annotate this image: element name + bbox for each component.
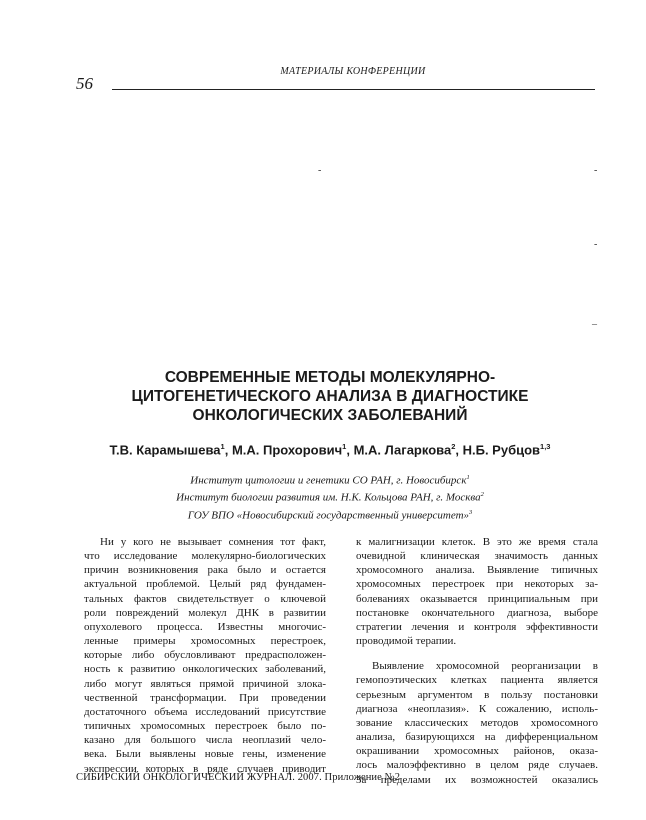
text-line: болеваниях оказывается принципиальным при	[356, 592, 598, 605]
title-line: СОВРЕМЕННЫЕ МЕТОДЫ МОЛЕКУЛЯРНО-	[164, 369, 496, 386]
author-affiliation-mark: 1	[342, 442, 347, 451]
article-title	[80, 368, 580, 425]
text-line: либо могут являться прямой причиной злока-	[84, 677, 326, 690]
author-name: Н.Б. Рубцов	[462, 442, 541, 458]
stray-mark: –	[592, 319, 597, 330]
text-line: казано для большого числа неоплазий чело-	[84, 734, 326, 747]
running-head: МАТЕРИАЛЫ КОНФЕРЕНЦИИ	[280, 66, 426, 77]
text-line: актуальной проблемой. Целый ряд фундамен-	[84, 578, 326, 591]
author-name: Т.В. Карамышева	[109, 442, 221, 458]
page-number: 56	[76, 74, 93, 93]
body-left-column	[84, 535, 326, 776]
text-line: Ни у кого не вызывает сомнения тот факт,	[100, 536, 326, 548]
affiliation-line	[80, 506, 580, 523]
author-affiliation-mark: 1,3	[540, 442, 551, 451]
text-line: которые либо обусловливают предрасположен-	[84, 649, 326, 662]
author-affiliation-mark: 2	[451, 442, 456, 451]
author-name: М.А. Прохорович	[231, 442, 343, 458]
text-line: достаточного объема исследований присутствие	[84, 705, 326, 718]
text-line: проводимой терапии.	[356, 635, 457, 648]
author-name: М.А. Лагаркова	[353, 442, 452, 458]
stray-mark: -	[594, 239, 598, 250]
text-line: постановке окончательного диагноза, выборе	[356, 606, 598, 619]
text-line: экспрессии которых в ряде случаев приводит	[84, 762, 326, 775]
title-line: ЦИТОГЕНЕТИЧЕСКОГО АНАЛИЗА В ДИАГНОСТИКЕ	[131, 388, 529, 405]
text-line: анализа, базирующихся на дифференциальном	[356, 731, 598, 744]
affiliation-line	[80, 488, 580, 505]
stray-mark: -	[594, 165, 598, 176]
text-line: чественной трансформации. При проведении	[84, 691, 326, 704]
text-line: За пределами их возможностей оказались	[356, 773, 598, 786]
text-line: гемопоэтических клетках пациента является	[356, 674, 598, 687]
text-line: диагноза «неоплазия». К сожалению, исполь-	[356, 702, 598, 715]
affiliation-mark: 3	[469, 508, 473, 516]
paragraph-gap	[356, 648, 598, 659]
affiliations	[80, 471, 580, 523]
text-line: хромосомного анализа. Выявление типичных	[356, 564, 598, 577]
affiliation-text: Институт цитологии и генетики СО РАН, г. Новосибирск	[190, 474, 467, 487]
text-line: типичных хромосомных перестроек было по-	[84, 720, 326, 733]
text-line: причин возникновения рака было и остается	[84, 564, 326, 577]
text-line: серьезным аргументом в пользу постановки	[356, 688, 598, 701]
text-line: Выявление хромосомной реорганизации в	[372, 660, 598, 673]
text-line: окрашивании хромосомных районов, оказа-	[356, 745, 598, 758]
text-line: опухолевого процесса. Известны многочис-	[84, 620, 326, 633]
text-line: стратегии лечения и контроля эффективности	[356, 620, 598, 633]
text-line: ленные примеры хромосомных перестроек,	[84, 635, 326, 648]
affiliation-mark: 1	[466, 474, 470, 481]
text-line: очевидной клиническая значимость данных	[356, 550, 598, 563]
affiliation-text: ГОУ ВПО «Новосибирский государственный университет»	[187, 509, 470, 522]
stray-mark: -	[318, 165, 322, 176]
text-line: к малигнизации клеток. В это же время стала	[356, 536, 598, 548]
affiliation-line	[80, 471, 580, 488]
affiliation-text: Институт биологии развития им. Н.К. Кольцова РАН, г. Москва	[176, 491, 481, 504]
text-line: ность к развитию онкологических заболеваний,	[84, 663, 326, 676]
text-line: что исследование молекулярно-биологических	[84, 550, 326, 563]
text-line: хромосомных перестроек при некоторых за-	[356, 578, 598, 591]
author-affiliation-mark: 1	[220, 442, 225, 451]
text-line: зование классических методов хромосомного	[356, 716, 598, 729]
author-list: Т.В. Карамышева$^1$, М.А. Прохорович$^1$, М.А. Лагаркова$^2$, Н.Б. Рубцов$^{1,3}$	[109, 442, 551, 458]
text-line: лось малоэффективно в целом ряде случаев.	[356, 759, 598, 772]
body-right-column	[356, 535, 598, 787]
journal-footer: СИБИРСКИЙ ОНКОЛОГИЧЕСКИЙ ЖУРНАЛ. 2007. Приложение №2	[76, 772, 401, 783]
header-rule	[112, 89, 595, 90]
text-line: века. Были выявлены новые гены, изменение	[84, 748, 326, 761]
affiliation-mark: 2	[480, 491, 484, 499]
title-line: ОНКОЛОГИЧЕСКИХ ЗАБОЛЕВАНИЙ	[192, 407, 468, 424]
text-line: роли повреждений молекул ДНК в развитии	[84, 606, 326, 619]
text-line: тальных фактов свидетельствует о ключевой	[84, 592, 326, 605]
